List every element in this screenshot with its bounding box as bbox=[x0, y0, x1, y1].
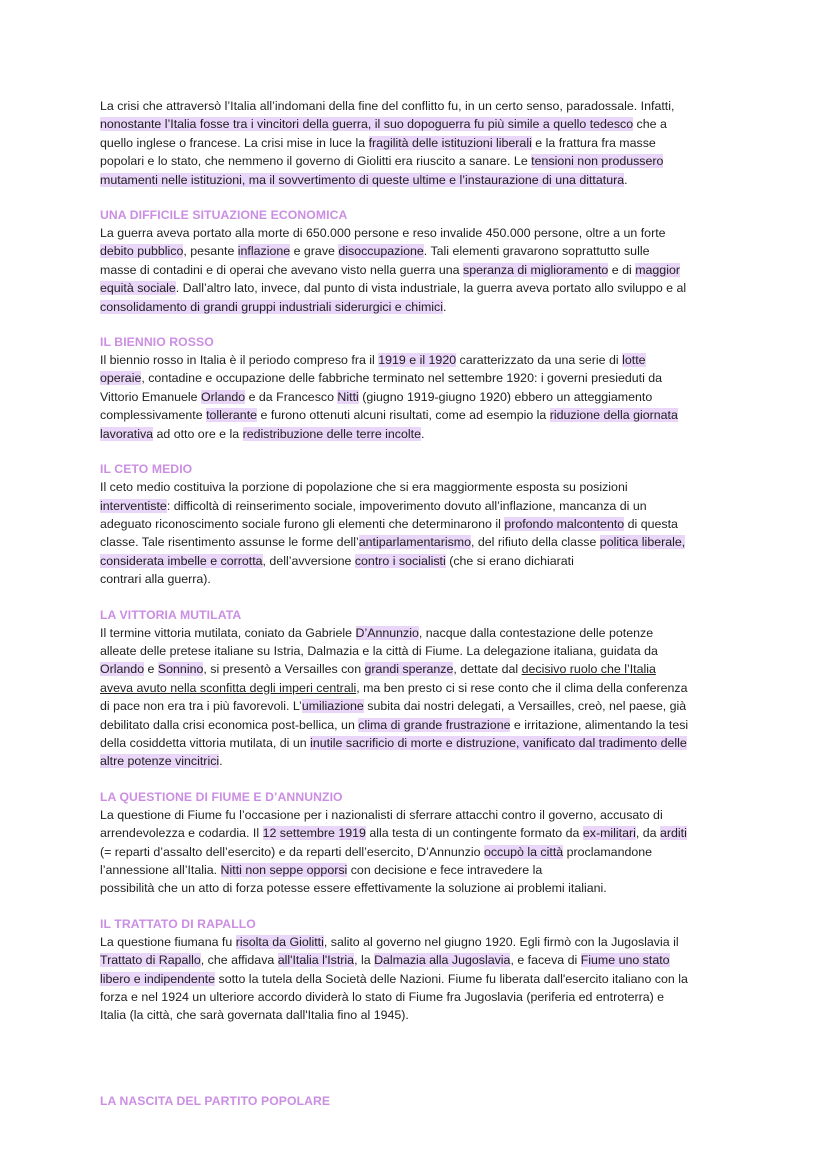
text-segment: caratterizzato da una serie di bbox=[456, 353, 623, 368]
text-line bbox=[100, 171, 730, 189]
highlighted-text: riduzione della giornata bbox=[549, 408, 678, 423]
underlined-text: aveva avuto nella sconfitta degli imperi centrali bbox=[100, 680, 357, 695]
text-line bbox=[100, 879, 730, 897]
highlighted-text: grandi speranze bbox=[364, 662, 454, 677]
text-line bbox=[100, 970, 730, 988]
intro-paragraph bbox=[100, 97, 730, 189]
highlighted-text: lotte bbox=[622, 353, 646, 368]
highlighted-text: Nitti bbox=[337, 389, 359, 404]
text-segment: e di bbox=[608, 262, 636, 277]
highlighted-text: Orlando bbox=[201, 389, 246, 404]
highlighted-text: antiparlamentarismo bbox=[358, 535, 471, 550]
highlighted-text: tollerante bbox=[206, 408, 258, 423]
text-line bbox=[100, 660, 730, 678]
section-paragraph bbox=[100, 478, 730, 588]
text-segment: Italia (la città, che sarà governata dall'Italia fino al 1945). bbox=[100, 1008, 409, 1023]
text-line bbox=[100, 261, 730, 279]
text-segment: arrendevolezza e codardia. Il bbox=[100, 826, 263, 841]
text-line bbox=[100, 861, 730, 879]
text-line bbox=[100, 716, 730, 734]
text-segment: masse di contadini e di operai che avevano visto nella guerra una bbox=[100, 262, 463, 277]
highlighted-text: speranza di miglioramento bbox=[463, 262, 609, 277]
highlighted-text: debito pubblico bbox=[100, 244, 184, 259]
text-line bbox=[100, 679, 730, 697]
highlighted-text: Nitti non seppe opporsi bbox=[220, 863, 348, 877]
highlighted-text: Orlando bbox=[100, 662, 145, 677]
section-heading: IL BIENNIO ROSSO bbox=[100, 335, 214, 350]
text-line bbox=[100, 497, 730, 515]
text-segment: , salito al governo nel giugno 1920. Egli firmò con la Jugoslavia il bbox=[323, 934, 679, 949]
text-segment: popolari e lo stato, che nemmeno il governo di Giolitti era riuscito a sanare. Le bbox=[100, 154, 532, 169]
text-segment: , dell’avversione bbox=[262, 553, 355, 568]
highlighted-text: inutile sacrificio di morte e distruzione, vanificato dal tradimento delle bbox=[310, 735, 687, 750]
highlighted-text: politica liberale, bbox=[599, 535, 686, 550]
section-paragraph bbox=[100, 806, 730, 898]
text-segment: , ma ben presto ci si rese conto che il clima della conferenza bbox=[356, 680, 688, 695]
text-segment: , contadine e occupazione delle fabbriche terminato nel settembre 1920: i governi presieduti da bbox=[141, 371, 663, 386]
text-segment: , nacque dalla contestazione delle potenze bbox=[418, 625, 654, 640]
text-line bbox=[100, 933, 730, 951]
highlighted-text: Sonnino bbox=[157, 662, 204, 677]
text-line bbox=[100, 298, 730, 316]
highlighted-text: Fiume uno stato bbox=[580, 953, 670, 968]
highlighted-text: mutamenti nelle istituzioni, ma il sovvertimento di queste ultime e l’instaurazione di una dittatura bbox=[100, 172, 625, 187]
text-segment: e la frattura fra masse bbox=[531, 135, 656, 150]
text-line bbox=[100, 279, 730, 297]
highlighted-text: tensioni non produssero bbox=[531, 154, 664, 169]
text-segment: , che affidava bbox=[200, 953, 278, 968]
text-line bbox=[100, 1006, 730, 1024]
text-line bbox=[100, 97, 730, 115]
text-segment: adeguato riconoscimento sociale furono gli elementi che determinarono il bbox=[100, 516, 505, 531]
text-segment: alla testa di un contingente formato da bbox=[365, 826, 583, 841]
text-line bbox=[100, 388, 730, 406]
highlighted-text: altre potenze vincitrici bbox=[100, 754, 220, 769]
highlighted-text: profondo malcontento bbox=[504, 516, 625, 531]
section-heading: UNA DIFFICILE SITUAZIONE ECONOMICA bbox=[100, 208, 348, 223]
text-segment: proclamandone bbox=[563, 844, 653, 859]
highlighted-text: 12 settembre 1919 bbox=[262, 826, 366, 841]
text-segment: e irritazione, alimentando la tesi bbox=[510, 717, 689, 732]
highlighted-text: nonostante l’Italia fosse tra i vincitori della guerra, il suo dopoguerra fu più simile a quello tedesco bbox=[100, 117, 634, 132]
section-heading-partito-popolare: LA NASCITA DEL PARTITO POPOLARE bbox=[100, 1093, 331, 1108]
text-segment: e furono ottenuti alcuni risultati, come ad esempio la bbox=[257, 408, 550, 423]
highlighted-text: ex-militari bbox=[582, 826, 636, 841]
text-segment: La crisi che attraversò l’Italia all’indomani della fine del conflitto fu, in un certo senso, paradossale. Infatti, bbox=[100, 99, 675, 113]
text-segment: che a bbox=[633, 117, 667, 132]
highlighted-text: interventiste bbox=[100, 498, 167, 513]
text-segment: Il biennio rosso in Italia è il periodo compreso fra il bbox=[100, 353, 379, 368]
underlined-text: decisivo ruolo che l’Italia bbox=[521, 662, 656, 677]
highlighted-text: clima di grande frustrazione bbox=[358, 717, 511, 732]
document-content bbox=[100, 97, 730, 1110]
text-segment: . Dall’altro lato, invece, dal punto di vista industriale, la guerra aveva portato allo sviluppo e al bbox=[175, 281, 687, 296]
highlighted-text: equità sociale bbox=[100, 281, 176, 296]
section-heading: LA QUESTIONE DI FIUME E D’ANNUNZIO bbox=[100, 789, 343, 804]
highlighted-text: contro i socialisti bbox=[354, 553, 446, 568]
highlighted-text: disoccupazione bbox=[338, 244, 424, 259]
text-segment: : difficoltà di reinserimento sociale, impoverimento dovuto all’inflazione, mancanza di un bbox=[166, 498, 647, 513]
text-line bbox=[100, 988, 730, 1006]
text-segment: . bbox=[442, 299, 447, 314]
text-segment: , del rifiuto della classe bbox=[471, 535, 600, 550]
text-line bbox=[100, 351, 730, 369]
text-line bbox=[100, 515, 730, 533]
section-heading: IL TRATTATO DI RAPALLO bbox=[100, 916, 256, 931]
section-paragraph bbox=[100, 351, 730, 443]
section-paragraph bbox=[100, 224, 730, 316]
text-segment: di questa bbox=[624, 516, 678, 531]
text-segment: debilitato dalla crisi economica post-bellica, un bbox=[100, 717, 359, 732]
highlighted-text: operaie bbox=[100, 371, 142, 386]
highlighted-text: considerata imbelle e corrotta bbox=[100, 553, 263, 568]
text-segment: ad otto ore e la bbox=[153, 426, 243, 441]
highlighted-text: Dalmazia alla Jugoslavia bbox=[374, 953, 511, 968]
text-segment: , e faceva di bbox=[510, 953, 581, 968]
text-segment: e bbox=[144, 662, 158, 677]
text-line bbox=[100, 425, 730, 443]
text-segment: , pesante bbox=[183, 244, 238, 259]
text-segment: La questione fiumana fu bbox=[100, 934, 236, 949]
highlighted-text: 1919 e il 1920 bbox=[378, 353, 457, 368]
text-line bbox=[100, 152, 730, 170]
text-line bbox=[100, 570, 730, 588]
section-paragraph bbox=[100, 933, 730, 1025]
highlighted-text: lavorativa bbox=[100, 426, 154, 441]
highlighted-text: Trattato di Rapallo bbox=[100, 953, 201, 968]
text-segment: , da bbox=[635, 826, 661, 841]
highlighted-text: inflazione bbox=[237, 244, 291, 259]
text-line bbox=[100, 752, 730, 770]
text-segment: possibilità che un atto di forza potesse essere effettivamente la soluzione ai problemi italiani. bbox=[100, 881, 607, 896]
text-segment: Il ceto medio costituiva la porzione di popolazione che si era maggiormente esposta su posizioni bbox=[100, 480, 628, 495]
text-segment: La questione di Fiume fu l’occasione per i nazionalisti di sferrare attacchi contro il governo, accusato di bbox=[100, 807, 663, 822]
highlighted-text: fragilità delle istituzioni liberali bbox=[368, 135, 532, 150]
section-heading: LA VITTORIA MUTILATA bbox=[100, 607, 242, 622]
text-line bbox=[100, 806, 730, 824]
text-segment: . bbox=[420, 426, 425, 441]
text-segment: e da Francesco bbox=[245, 389, 338, 404]
text-segment: sotto la tutela della Società delle Nazioni. Fiume fu liberata dall'esercito italiano con la bbox=[215, 971, 688, 986]
highlighted-text: occupò la città bbox=[483, 844, 564, 859]
text-line bbox=[100, 533, 730, 551]
highlighted-text: arditi bbox=[660, 826, 687, 841]
text-segment: subita dai nostri delegati, a Versailles, creò, nel paese, già bbox=[363, 699, 687, 714]
text-line bbox=[100, 224, 730, 242]
text-segment: con decisione e fece intravedere la bbox=[347, 863, 543, 877]
text-line bbox=[100, 115, 730, 133]
text-segment: Il termine vittoria mutilata, coniato da Gabriele bbox=[100, 625, 356, 640]
text-segment: . bbox=[624, 172, 628, 187]
text-line bbox=[100, 406, 730, 424]
text-segment: classe. Tale risentimento assunse le forme dell’ bbox=[100, 535, 359, 550]
text-segment: Vittorio Emanuele bbox=[100, 389, 202, 404]
sections-container bbox=[100, 207, 730, 1025]
text-segment: alleate delle pretese italiane su Istria, Dalmazia e la città di Fiume. La delegazione italiana, guidata da bbox=[100, 643, 658, 658]
section-heading: IL CETO MEDIO bbox=[100, 462, 193, 477]
highlighted-text: risolta da Giolitti bbox=[235, 934, 324, 949]
text-segment: . bbox=[219, 754, 223, 769]
text-segment: . Tali elementi gravarono soprattutto sulle bbox=[423, 244, 650, 259]
text-line bbox=[100, 242, 730, 260]
text-segment: della cosiddetta vittoria mutilata, di un bbox=[100, 735, 311, 750]
text-segment: complessivamente bbox=[100, 408, 207, 423]
text-segment: l’annessione all’Italia. bbox=[100, 863, 221, 877]
text-segment: contrari alla guerra). bbox=[100, 572, 211, 587]
highlighted-text: libero e indipendente bbox=[100, 971, 216, 986]
text-segment: (giugno 1919-giugno 1920) ebbero un atteggiamento bbox=[358, 389, 653, 404]
text-line bbox=[100, 951, 730, 969]
text-segment: La guerra aveva portato alla morte di 650.000 persone e reso invalide 450.000 persone, oltre a un forte bbox=[100, 226, 666, 241]
text-segment: forza e nel 1924 un ulteriore accordo dividerà lo stato di Fiume fra Jugoslavia (periferia ed entroterra) e bbox=[100, 990, 665, 1005]
text-segment: , la bbox=[354, 953, 375, 968]
highlighted-text: all'Italia l'Istria bbox=[277, 953, 355, 968]
text-segment: (= reparti d’assalto dell’esercito) e da reparti dell’esercito, D’Annunzio bbox=[100, 844, 484, 859]
text-line bbox=[100, 843, 730, 861]
text-segment: e grave bbox=[290, 244, 339, 259]
text-segment: , si presentò a Versailles con bbox=[203, 662, 365, 677]
text-segment: quello inglese o francese. La crisi mise in luce la bbox=[100, 135, 369, 150]
text-line bbox=[100, 624, 730, 642]
text-line bbox=[100, 552, 730, 570]
text-line bbox=[100, 478, 730, 496]
highlighted-text: consolidamento di grandi gruppi industriali siderurgici e chimici bbox=[100, 299, 443, 314]
text-line bbox=[100, 134, 730, 152]
text-line bbox=[100, 697, 730, 715]
text-line bbox=[100, 642, 730, 660]
text-segment: (che si erano dichiarati bbox=[445, 553, 574, 568]
text-line bbox=[100, 734, 730, 752]
highlighted-text: redistribuzione delle terre incolte bbox=[242, 426, 421, 441]
highlighted-text: maggior bbox=[635, 262, 680, 277]
section-paragraph bbox=[100, 624, 730, 771]
highlighted-text: D’Annunzio bbox=[355, 625, 419, 640]
text-segment: di pace non era tra i più favorevoli. L’ bbox=[100, 699, 302, 714]
text-line bbox=[100, 824, 730, 842]
text-line bbox=[100, 369, 730, 387]
text-segment: , dettate dal bbox=[453, 662, 522, 677]
highlighted-text: umiliazione bbox=[301, 699, 364, 714]
